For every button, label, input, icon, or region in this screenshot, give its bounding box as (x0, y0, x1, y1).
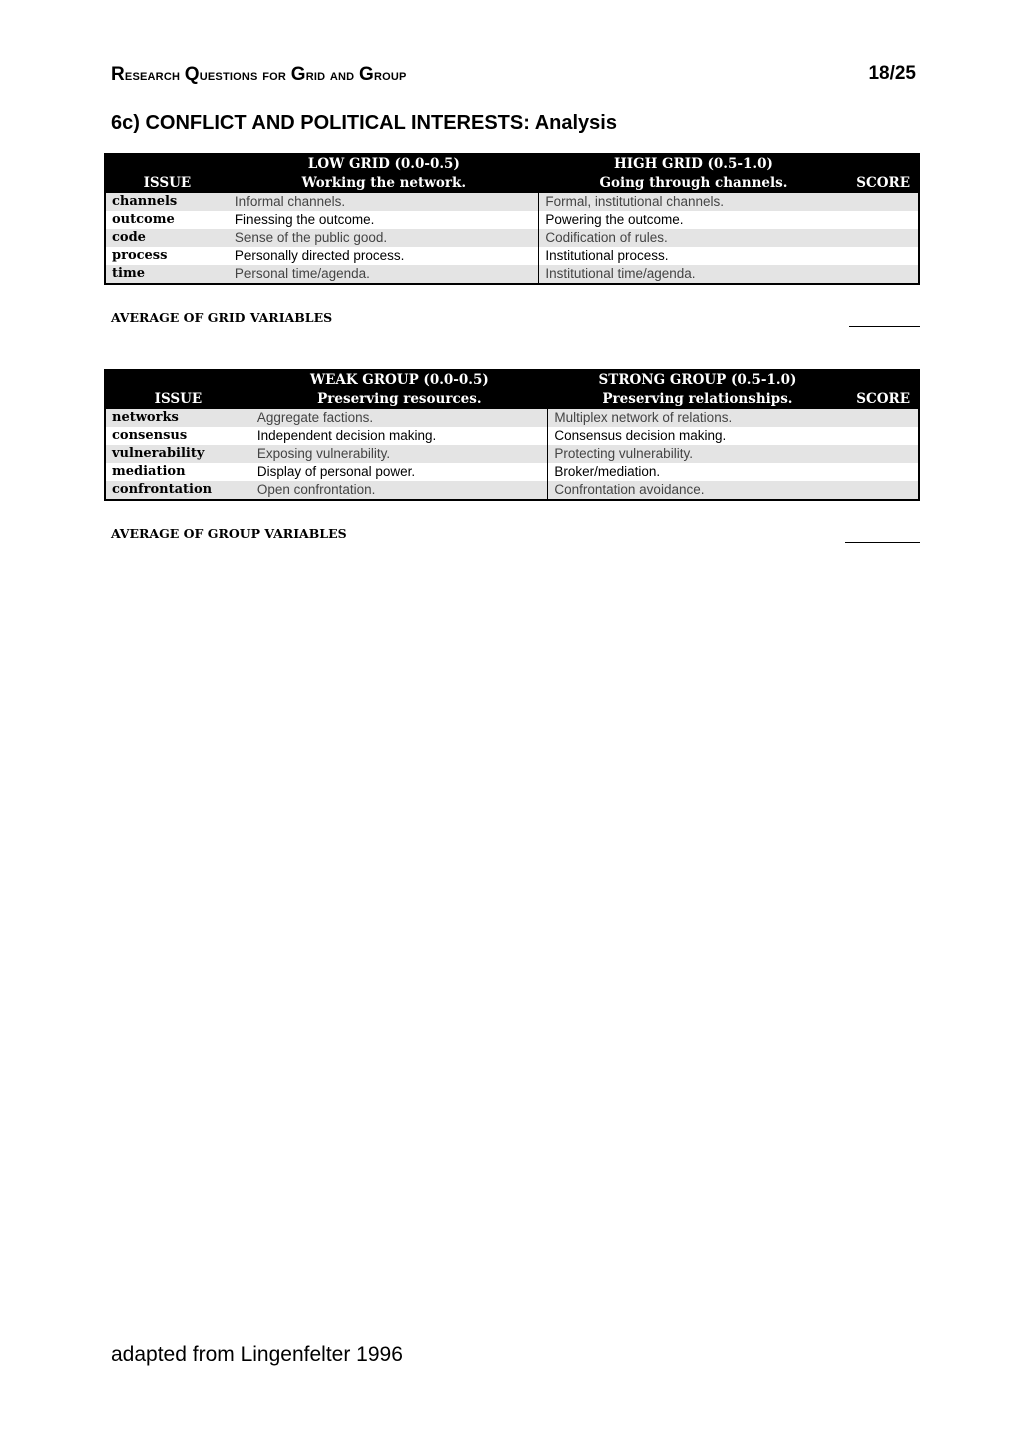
high-grid-subheading: Going through channels. (539, 174, 848, 193)
score-cell[interactable] (847, 427, 919, 445)
high-cell: Institutional process. (539, 247, 848, 265)
issue-cell: channels (105, 193, 229, 211)
score-cell[interactable] (847, 445, 919, 463)
issue-cell: mediation (105, 463, 251, 481)
weak-group-subheading: Preserving resources. (251, 390, 548, 409)
high-grid-heading: HIGH GRID (0.5-1.0) (539, 154, 848, 174)
section-title: 6c) CONFLICT AND POLITICAL INTERESTS: Analysis (111, 112, 617, 134)
issue-cell: consensus (105, 427, 251, 445)
table-row (105, 463, 919, 481)
header-text: roup (373, 67, 407, 84)
group-average-blank[interactable] (845, 542, 920, 543)
low-cell: Informal channels. (229, 193, 539, 211)
grid-average-blank[interactable] (849, 326, 920, 327)
low-cell: Personal time/agenda. (229, 265, 539, 284)
score-cell[interactable] (847, 481, 919, 500)
weak-group-heading: WEAK GROUP (0.0-0.5) (251, 370, 548, 390)
low-cell: Finessing the outcome. (229, 211, 539, 229)
issue-column-header: ISSUE (105, 390, 251, 409)
issue-cell: networks (105, 409, 251, 427)
high-cell: Powering the outcome. (539, 211, 848, 229)
header-initial: G (290, 64, 306, 85)
header-text: uestions for (199, 67, 291, 84)
low-cell: Independent decision making. (251, 427, 548, 445)
score-cell[interactable] (848, 229, 919, 247)
grid-average-label: AVERAGE OF GRID VARIABLES (111, 310, 333, 325)
table-header-row (105, 370, 919, 390)
table-header-row (105, 154, 919, 174)
table-row (105, 265, 919, 284)
high-cell: Institutional time/agenda. (539, 265, 848, 284)
table-row (105, 247, 919, 265)
table-row (105, 409, 919, 427)
group-average-label: AVERAGE OF GROUP VARIABLES (111, 526, 347, 541)
issue-cell: code (105, 229, 229, 247)
header-text: esearch (124, 67, 185, 84)
low-grid-subheading: Working the network. (229, 174, 539, 193)
running-header (111, 64, 407, 86)
table-row (105, 445, 919, 463)
score-cell[interactable] (848, 211, 919, 229)
score-column-header: SCORE (847, 390, 919, 409)
issue-column-header: ISSUE (105, 174, 229, 193)
high-cell: Codification of rules. (539, 229, 848, 247)
strong-group-heading: STRONG GROUP (0.5-1.0) (548, 370, 847, 390)
score-column-header: SCORE (848, 174, 919, 193)
issue-cell: confrontation (105, 481, 251, 500)
issue-cell: outcome (105, 211, 229, 229)
low-cell: Display of personal power. (251, 463, 548, 481)
score-cell[interactable] (847, 409, 919, 427)
issue-cell: time (105, 265, 229, 284)
footer-citation: adapted from Lingenfelter 1996 (111, 1343, 403, 1366)
low-cell: Sense of the public good. (229, 229, 539, 247)
issue-cell: vulnerability (105, 445, 251, 463)
table-row (105, 427, 919, 445)
header-initial: Q (184, 64, 200, 85)
issue-cell: process (105, 247, 229, 265)
high-cell: Confrontation avoidance. (548, 481, 847, 500)
high-cell: Multiplex network of relations. (548, 409, 847, 427)
score-cell[interactable] (848, 265, 919, 284)
low-grid-heading: LOW GRID (0.0-0.5) (229, 154, 539, 174)
high-cell: Protecting vulnerability. (548, 445, 847, 463)
low-cell: Exposing vulnerability. (251, 445, 548, 463)
header-initial: R (111, 64, 125, 85)
score-cell[interactable] (847, 463, 919, 481)
strong-group-subheading: Preserving relationships. (548, 390, 847, 409)
high-cell: Formal, institutional channels. (539, 193, 848, 211)
high-cell: Broker/mediation. (548, 463, 847, 481)
table-row (105, 481, 919, 500)
table-header-row (105, 174, 919, 193)
low-cell: Open confrontation. (251, 481, 548, 500)
score-cell[interactable] (848, 247, 919, 265)
table-row (105, 229, 919, 247)
grid-table (104, 153, 920, 285)
table-header-row (105, 390, 919, 409)
table-row (105, 193, 919, 211)
table-row (105, 211, 919, 229)
high-cell: Consensus decision making. (548, 427, 847, 445)
header-initial: G (358, 64, 374, 85)
low-cell: Aggregate factions. (251, 409, 548, 427)
score-cell[interactable] (848, 193, 919, 211)
group-table (104, 369, 920, 501)
low-cell: Personally directed process. (229, 247, 539, 265)
page-number: 18/25 (868, 63, 916, 84)
header-text: rid and (305, 67, 359, 84)
